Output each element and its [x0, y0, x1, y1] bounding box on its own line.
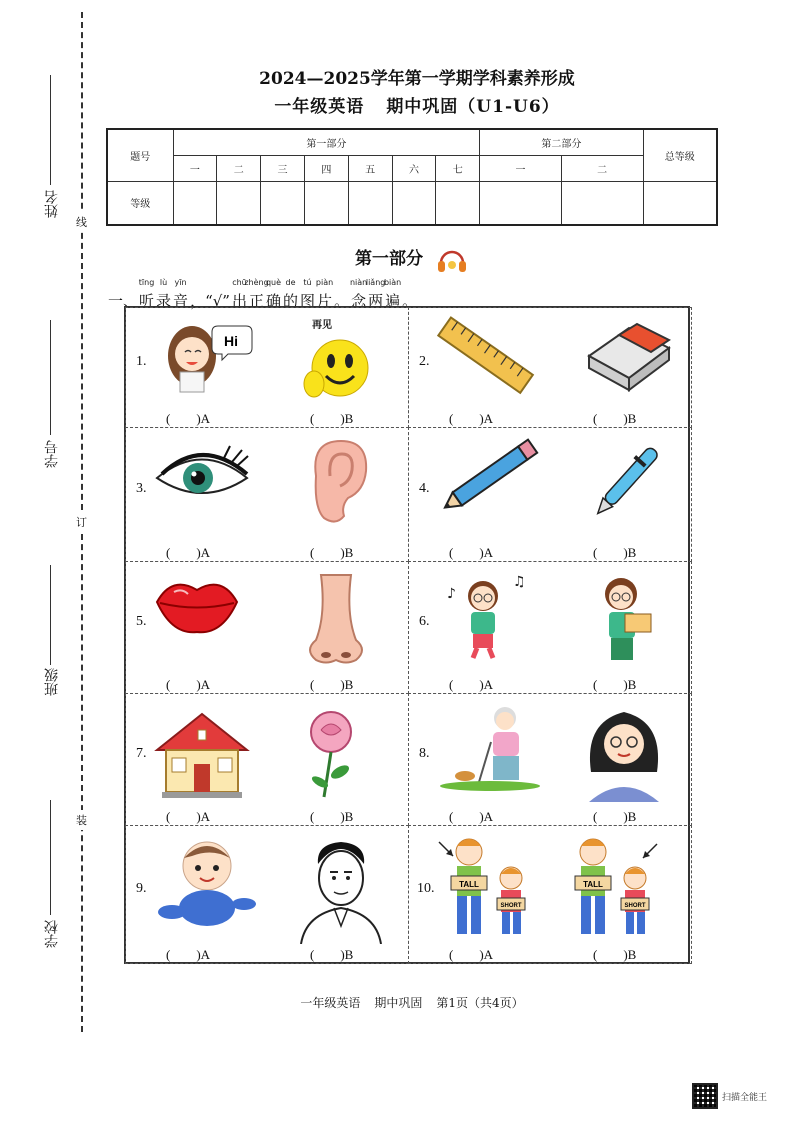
pinyin: tú — [303, 278, 312, 287]
question-cell — [408, 427, 692, 562]
school-label: 学校 — [44, 920, 60, 948]
instruction-text: ，“√” — [190, 292, 230, 310]
answer-choice-a[interactable]: ( )A — [449, 809, 494, 824]
answer-choice-a[interactable]: ( )A — [166, 545, 211, 560]
grade-cell[interactable] — [392, 181, 436, 225]
question-grid — [124, 306, 690, 964]
tall-sign: TALL — [459, 880, 479, 889]
answer-choice-b[interactable]: ( )B — [593, 545, 637, 560]
mouth-picture — [152, 570, 242, 644]
svg-text:♪: ♪ — [447, 586, 456, 602]
part1-col: 六 — [392, 155, 436, 181]
answer-choice-b[interactable]: ( )B — [593, 947, 637, 962]
tall-short-arrow-short-picture — [559, 834, 663, 948]
pencil-picture — [435, 436, 545, 520]
answer-choice-b[interactable]: ( )B — [593, 809, 637, 824]
question-cell — [408, 693, 692, 826]
instruction-text: 出 — [231, 292, 247, 310]
tall-short-arrow-tall-picture — [435, 834, 539, 948]
answer-choice-a[interactable]: ( )A — [166, 809, 211, 824]
question-number: 10. — [417, 881, 435, 896]
answer-choice-a[interactable]: ( )A — [166, 411, 211, 426]
rose-picture — [296, 702, 366, 806]
class-label: 班级 — [44, 668, 60, 696]
instruction-text: 录 — [156, 292, 172, 310]
pinyin: chū — [232, 278, 247, 287]
grade-label: 等级 — [107, 181, 173, 225]
ear-picture — [296, 436, 376, 530]
question-number: 5. — [136, 614, 147, 629]
scanner-watermark — [692, 1083, 767, 1109]
question-number: 7. — [136, 746, 147, 761]
question-cell — [125, 427, 409, 562]
qr-code-icon — [692, 1083, 718, 1109]
pinyin: liǎng — [365, 278, 386, 287]
instruction-text: 正 — [248, 292, 264, 310]
grade-cell[interactable] — [304, 181, 348, 225]
answer-choice-a[interactable]: ( )A — [166, 677, 211, 692]
ruler-picture — [435, 316, 535, 400]
instruction-text: 的 — [283, 292, 299, 310]
answer-choice-a[interactable]: ( )A — [166, 947, 211, 962]
question-cell — [408, 307, 692, 428]
answer-choice-b[interactable]: ( )B — [310, 809, 354, 824]
instruction-text: 。 — [334, 292, 350, 310]
speech-text: Hi — [224, 333, 238, 349]
instruction-text: 片 — [317, 292, 333, 310]
footer-page-number: 第1页（共4页） — [436, 996, 524, 1010]
answer-choice-b[interactable]: ( )B — [310, 411, 354, 426]
nose-picture — [296, 570, 376, 674]
instruction-text: 图 — [300, 292, 316, 310]
instruction-text: 确 — [266, 292, 282, 310]
part1-col: 四 — [304, 155, 348, 181]
student-id-label: 学号 — [44, 440, 60, 468]
exam-subtitle — [0, 92, 794, 117]
instruction-text: 两 — [368, 292, 384, 310]
grade-cell[interactable] — [261, 181, 305, 225]
q-number-label: 题号 — [107, 129, 173, 181]
pinyin: yīn — [174, 278, 187, 287]
question-number: 8. — [419, 746, 430, 761]
eraser-picture — [579, 316, 679, 400]
question-number: 6. — [419, 614, 430, 629]
question-cell — [125, 561, 409, 694]
answer-choice-b[interactable]: ( )B — [593, 677, 637, 692]
grade-cell[interactable] — [348, 181, 392, 225]
part1-col: 三 — [261, 155, 305, 181]
school-blank[interactable] — [50, 800, 51, 915]
question-cell — [125, 825, 409, 964]
part1-col: 一 — [173, 155, 217, 181]
pinyin: què — [265, 278, 282, 287]
exam-scope: 期中巩固（U1-U6） — [386, 97, 560, 117]
pinyin: biàn — [383, 278, 402, 287]
short-sign: SHORT — [624, 903, 646, 909]
instruction-prefix: 一、 — [108, 292, 139, 310]
question-number: 9. — [136, 881, 147, 896]
footer-exam: 期中巩固 — [374, 996, 423, 1010]
grade-cell[interactable] — [173, 181, 217, 225]
answer-choice-b[interactable]: ( )B — [310, 545, 354, 560]
score-table — [106, 128, 718, 226]
grandma-with-dog-picture — [435, 702, 545, 796]
answer-choice-a[interactable]: ( )A — [449, 411, 494, 426]
name-label: 姓名 — [44, 190, 60, 218]
house-picture — [152, 702, 252, 806]
pinyin: niàn — [349, 278, 368, 287]
pinyin: zhèng — [244, 278, 269, 287]
grade-cell[interactable] — [436, 181, 480, 225]
question-cell — [125, 693, 409, 826]
tall-sign: TALL — [583, 880, 603, 889]
instruction-text: 遍 — [385, 292, 401, 310]
baby-picture — [152, 834, 262, 938]
instruction-text: 。 — [402, 292, 418, 310]
answer-choice-a[interactable]: ( )A — [449, 677, 494, 692]
instruction-text: 听 — [139, 292, 155, 310]
answer-choice-b[interactable]: ( )B — [310, 947, 354, 962]
section-title-text: 第一部分 — [355, 249, 424, 269]
grade-cell[interactable] — [217, 181, 261, 225]
answer-choice-a[interactable]: ( )A — [449, 947, 494, 962]
watermark-text: 扫描全能王 — [722, 1092, 768, 1103]
short-sign: SHORT — [500, 903, 522, 909]
headphones-icon — [435, 245, 469, 275]
pen-picture — [579, 436, 679, 530]
pinyin: tīng — [138, 278, 155, 287]
svg-text:♫: ♫ — [513, 574, 526, 590]
mother-picture — [579, 702, 669, 806]
girl-singing-picture — [435, 570, 535, 664]
part1-header: 第一部分 — [173, 129, 480, 155]
girl-saying-hi-picture — [152, 316, 262, 400]
picture-caption: 再见 — [312, 320, 332, 331]
question-number: 3. — [136, 481, 147, 496]
binding-char-pack: 装 — [76, 810, 87, 830]
footer-subject: 一年级英语 — [300, 996, 361, 1010]
instruction-text: 音 — [173, 292, 189, 310]
binding-char-order: 订 — [76, 512, 87, 532]
question-cell — [408, 561, 692, 694]
part1-col: 五 — [348, 155, 392, 181]
smiley-waving-picture — [296, 328, 376, 412]
pinyin: de — [285, 278, 296, 287]
instruction-text: 念 — [351, 292, 367, 310]
pinyin: lù — [159, 278, 168, 287]
question-number: 2. — [419, 354, 430, 369]
girl-reading-picture — [579, 570, 669, 674]
question-cell — [125, 307, 409, 428]
question-number: 4. — [419, 481, 430, 496]
grade-cell[interactable] — [643, 181, 717, 225]
class-blank[interactable] — [50, 565, 51, 665]
page-footer — [0, 994, 794, 1011]
grade-cell[interactable] — [480, 181, 562, 225]
answer-choice-a[interactable]: ( )A — [449, 545, 494, 560]
student-id-blank[interactable] — [50, 320, 51, 435]
question-number: 1. — [136, 354, 147, 369]
answer-choice-b[interactable]: ( )B — [310, 677, 354, 692]
binding-char-line: 线 — [76, 212, 87, 232]
total-grade-header: 总等级 — [643, 129, 717, 181]
part1-col: 二 — [217, 155, 261, 181]
part2-col: 一 — [480, 155, 562, 181]
answer-choice-b[interactable]: ( )B — [593, 411, 637, 426]
part1-col: 七 — [436, 155, 480, 181]
section-heading — [0, 244, 794, 275]
grade-cell[interactable] — [561, 181, 643, 225]
part2-header: 第二部分 — [480, 129, 643, 155]
subject-label: 一年级英语 — [274, 97, 365, 117]
exam-title: 2024—2025学年第一学期学科素养形成 — [259, 69, 575, 89]
man-picture — [296, 834, 386, 948]
pinyin: piàn — [315, 278, 334, 287]
eye-picture — [152, 436, 252, 520]
part2-col: 二 — [561, 155, 643, 181]
question-cell — [408, 825, 692, 964]
